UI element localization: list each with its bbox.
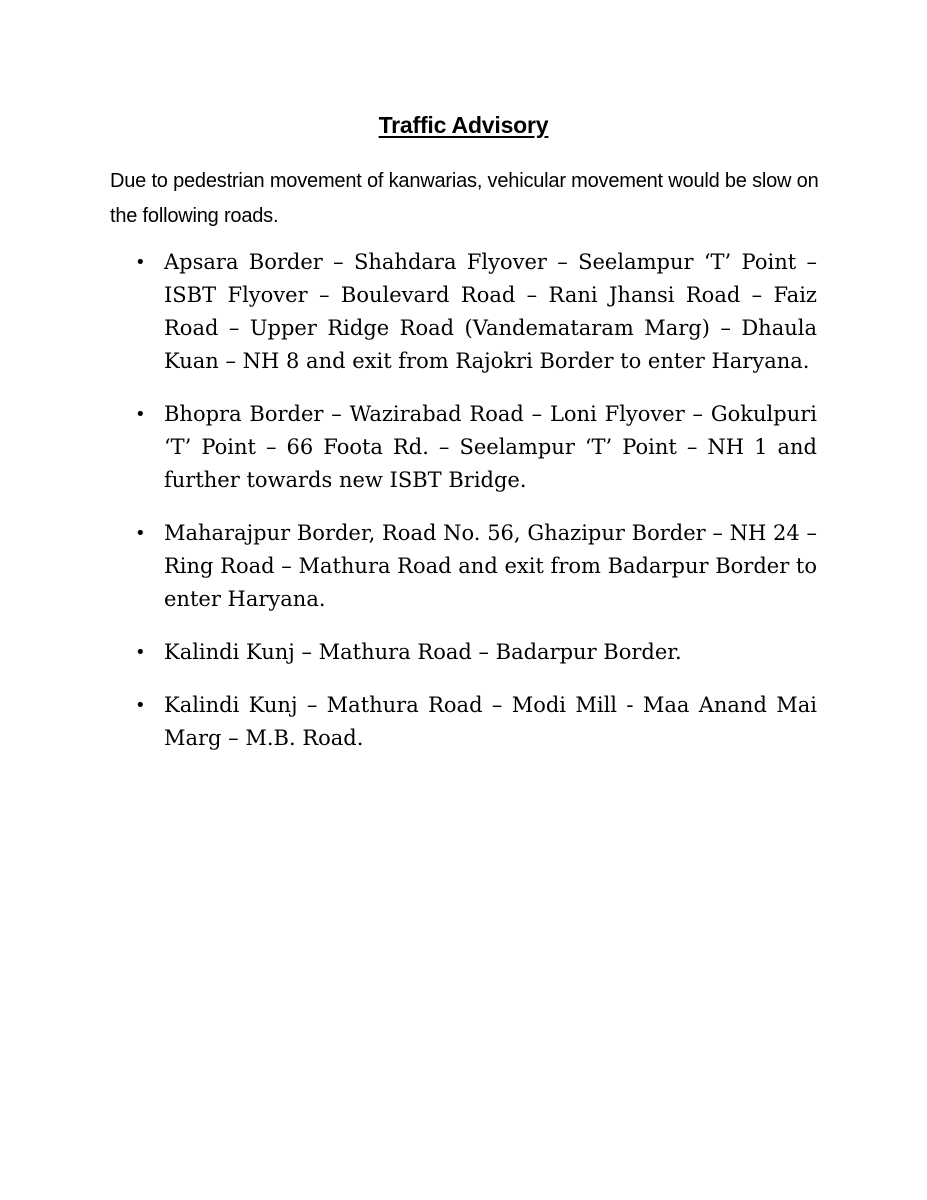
route-item: [0, 636, 927, 669]
bullet-icon: •: [135, 695, 146, 716]
bullet-icon: •: [135, 404, 146, 425]
route-text: Apsara Border – Shahdara Flyover – Seelampur ‘T’ Point – ISBT Flyover – Boulevard Road – Rani Jhansi Road – Faiz Road – Upper Ridge Road (Vandemataram Marg) – Dhaula Kuan – NH 8 and exit from Rajokri Border to enter Haryana.: [164, 250, 817, 373]
route-text: Kalindi Kunj – Mathura Road – Badarpur Border.: [164, 640, 682, 664]
route-text: Bhopra Border – Wazirabad Road – Loni Flyover – Gokulpuri ‘T’ Point – 66 Foota Rd. – Seelampur ‘T’ Point – NH 1 and further towards new ISBT Bridge.: [164, 402, 817, 492]
intro-paragraph: Due to pedestrian movement of kanwarias, vehicular movement would be slow on the following roads.: [110, 170, 819, 227]
page-title: Traffic Advisory: [378, 112, 549, 138]
route-item: [0, 398, 927, 497]
route-text: Maharajpur Border, Road No. 56, Ghazipur Border – NH 24 – Ring Road – Mathura Road and exit from Badarpur Border to enter Haryana.: [164, 521, 817, 611]
route-item: [0, 517, 927, 616]
route-item: [0, 689, 927, 755]
bullet-icon: •: [135, 523, 146, 544]
route-item: [0, 246, 927, 378]
bullet-icon: •: [135, 252, 146, 273]
route-list: [0, 246, 927, 755]
bullet-icon: •: [135, 642, 146, 663]
route-text: Kalindi Kunj – Mathura Road – Modi Mill - Maa Anand Mai Marg – M.B. Road.: [164, 693, 817, 750]
